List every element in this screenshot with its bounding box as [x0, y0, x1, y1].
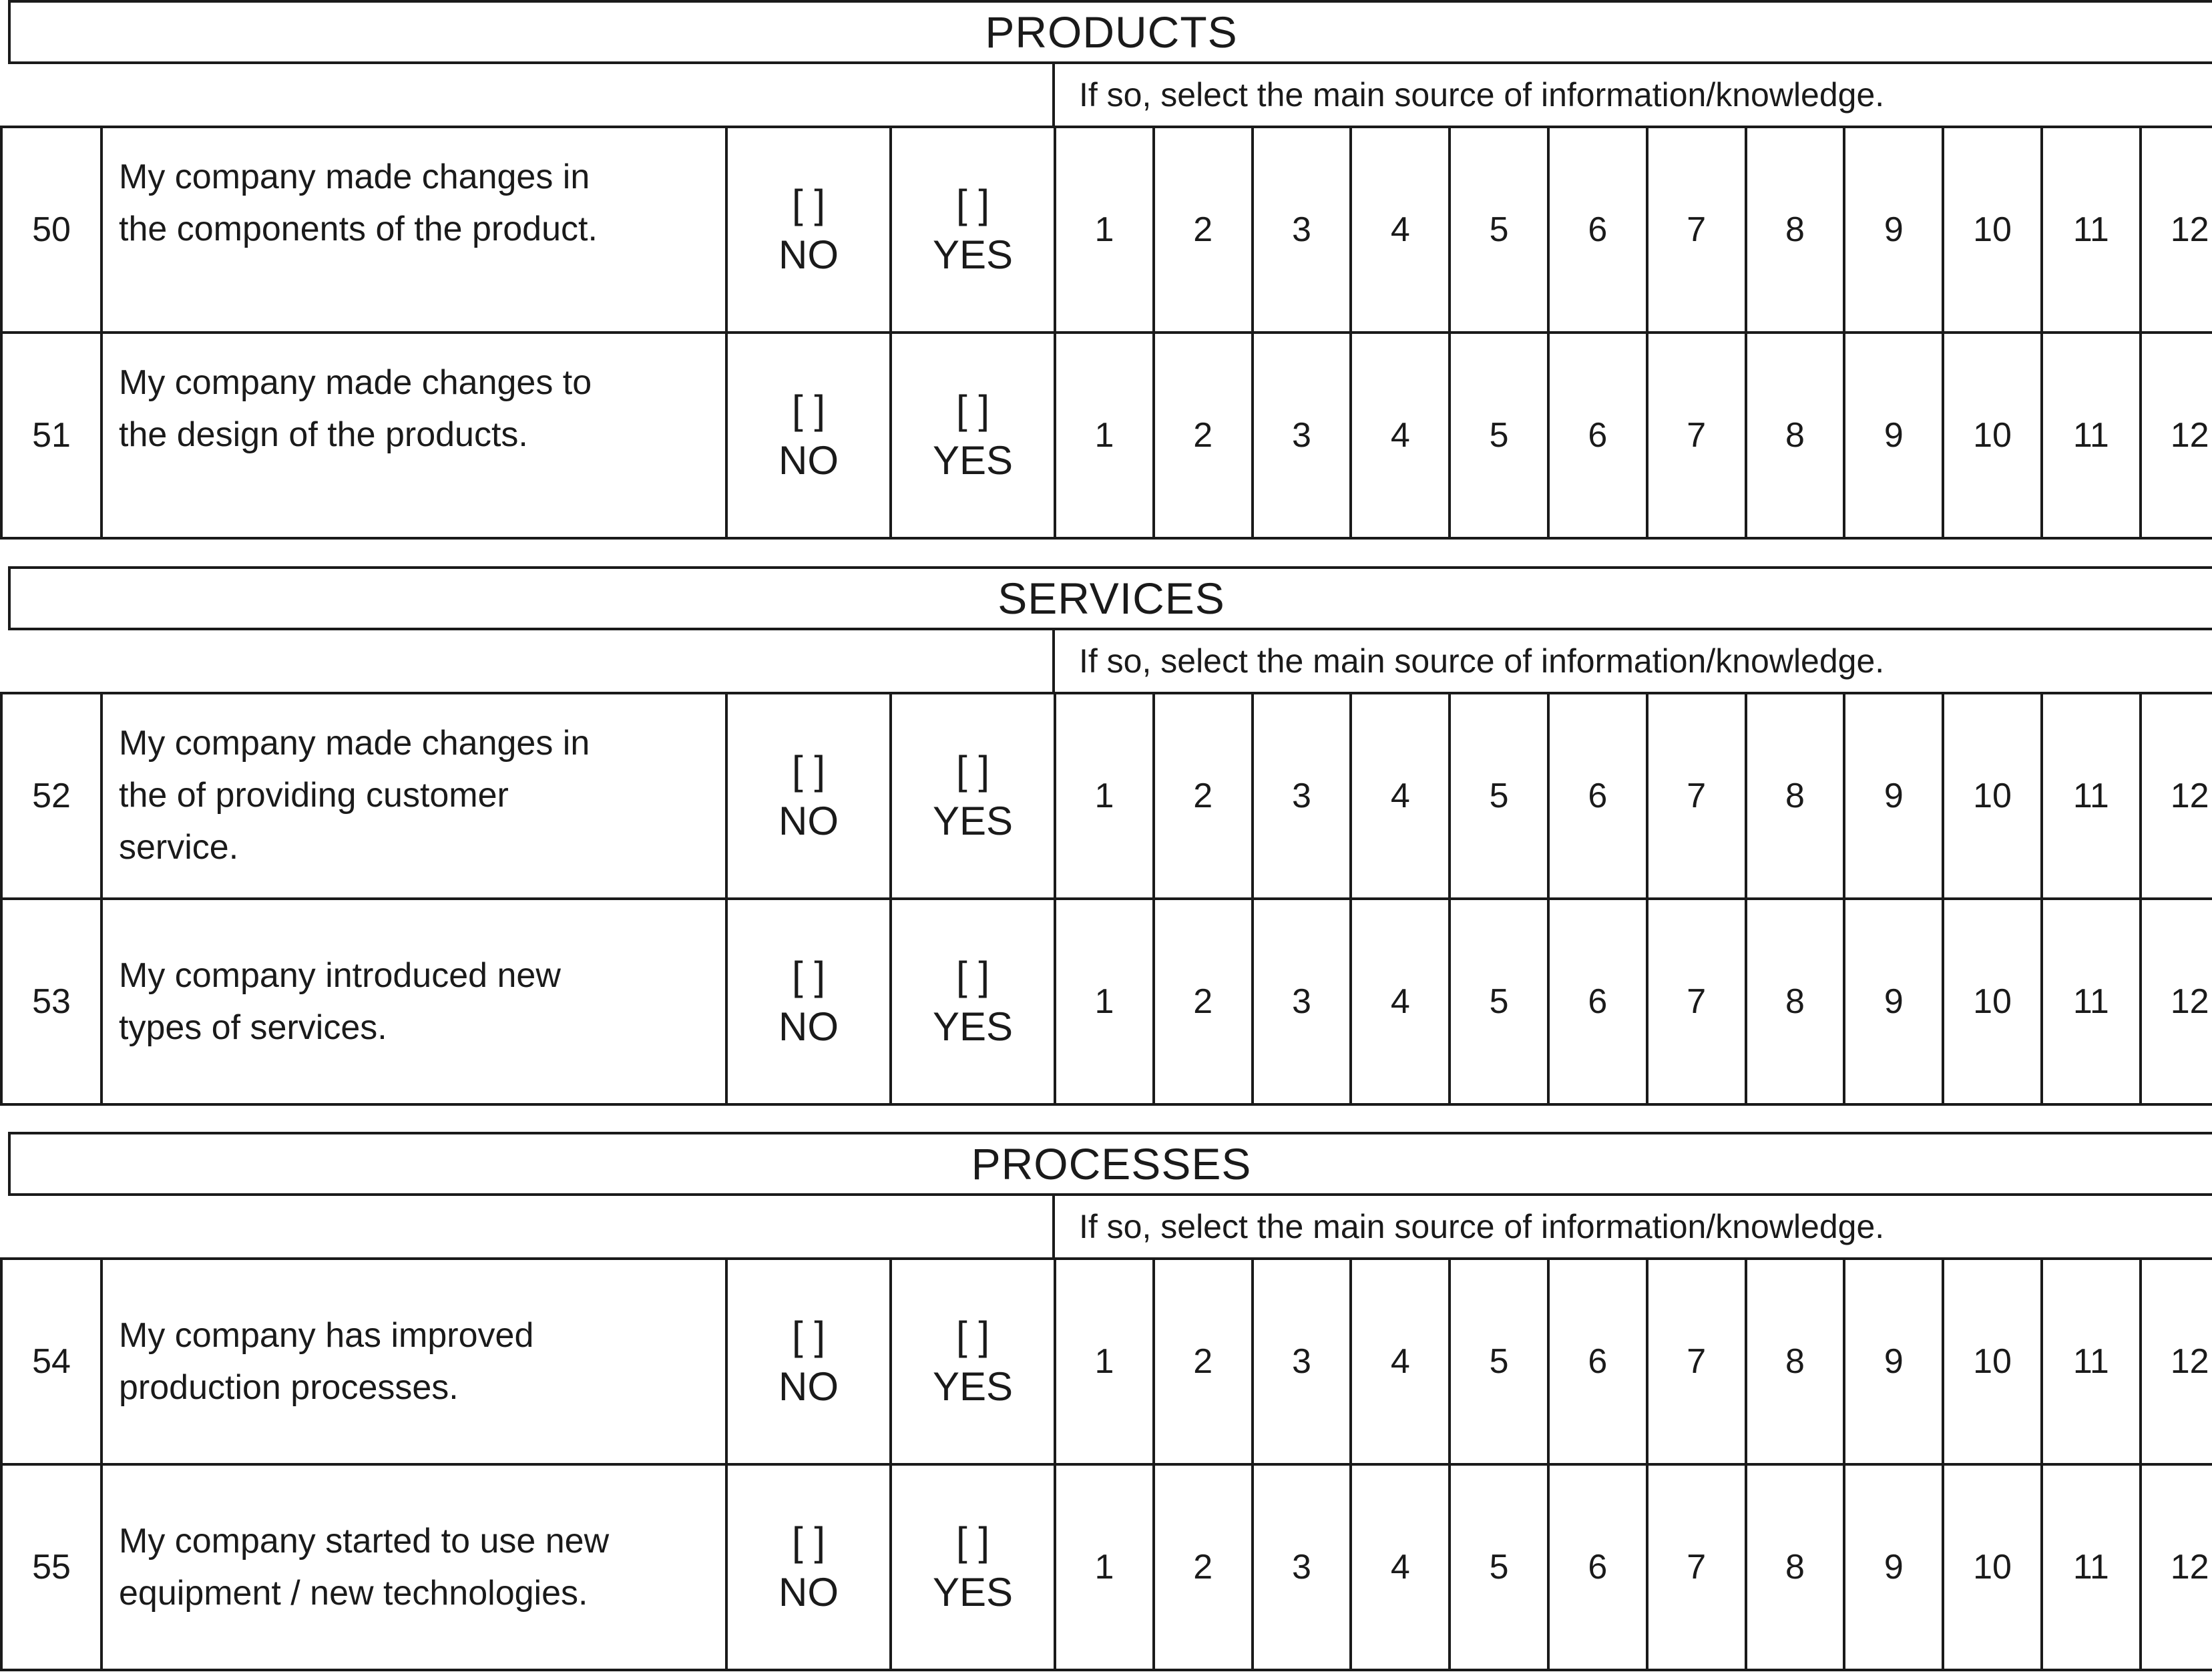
source-option-5[interactable]: 5	[1450, 1259, 1548, 1464]
no-label: NO	[779, 438, 839, 483]
question-text-line: My company started to use new	[119, 1522, 610, 1560]
question-text-line: service.	[119, 828, 239, 867]
source-option-8[interactable]: 8	[1746, 693, 1845, 899]
source-option-10[interactable]: 10	[1943, 333, 2042, 538]
source-option-4[interactable]: 4	[1351, 693, 1450, 899]
source-option-8[interactable]: 8	[1746, 1259, 1845, 1464]
yes-label: YES	[932, 232, 1014, 277]
source-option-4[interactable]: 4	[1351, 1464, 1450, 1670]
question-number: 50	[1, 127, 101, 333]
source-option-12[interactable]: 12	[2141, 899, 2212, 1104]
yes-checkbox[interactable]: [ ]	[955, 182, 989, 226]
source-option-11[interactable]: 11	[2042, 899, 2141, 1104]
source-option-10[interactable]: 10	[1943, 899, 2042, 1104]
source-option-3[interactable]: 3	[1253, 1464, 1351, 1670]
source-option-1[interactable]: 1	[1055, 693, 1154, 899]
source-option-7[interactable]: 7	[1647, 1259, 1746, 1464]
source-option-10[interactable]: 10	[1943, 127, 2042, 333]
no-checkbox-cell[interactable]	[726, 1464, 891, 1670]
yes-checkbox[interactable]: [ ]	[955, 1519, 989, 1564]
source-option-9[interactable]: 9	[1844, 899, 1943, 1104]
source-option-4[interactable]: 4	[1351, 333, 1450, 538]
no-checkbox-cell[interactable]	[726, 899, 891, 1104]
source-option-7[interactable]: 7	[1647, 899, 1746, 1104]
question-row	[1, 899, 2212, 1104]
source-option-7[interactable]: 7	[1647, 127, 1746, 333]
source-option-12[interactable]: 12	[2141, 1259, 2212, 1464]
question-text-line: equipment / new technologies.	[119, 1574, 588, 1613]
question-number: 55	[1, 1464, 101, 1670]
yes-checkbox-cell[interactable]	[891, 899, 1055, 1104]
yes-checkbox[interactable]: [ ]	[955, 1313, 989, 1358]
question-text	[101, 127, 726, 333]
source-option-2[interactable]: 2	[1154, 1464, 1253, 1670]
yes-checkbox-cell[interactable]	[891, 693, 1055, 899]
yes-label: YES	[932, 1364, 1014, 1409]
source-option-7[interactable]: 7	[1647, 693, 1746, 899]
source-option-1[interactable]: 1	[1055, 127, 1154, 333]
source-option-5[interactable]: 5	[1450, 693, 1548, 899]
source-option-5[interactable]: 5	[1450, 1464, 1548, 1670]
source-option-10[interactable]: 10	[1943, 693, 2042, 899]
source-option-3[interactable]: 3	[1253, 899, 1351, 1104]
source-option-8[interactable]: 8	[1746, 127, 1845, 333]
yes-checkbox[interactable]: [ ]	[955, 748, 989, 793]
no-checkbox[interactable]: [ ]	[791, 1313, 825, 1358]
source-option-6[interactable]: 6	[1548, 899, 1647, 1104]
yes-checkbox-cell[interactable]	[891, 1464, 1055, 1670]
question-text-line: My company introduced new	[119, 956, 561, 995]
question-text-line: My company has improved	[119, 1316, 534, 1355]
question-row	[1, 1464, 2212, 1670]
source-option-4[interactable]: 4	[1351, 899, 1450, 1104]
question-text-line: the design of the products.	[119, 415, 528, 454]
source-option-9[interactable]: 9	[1844, 1259, 1943, 1464]
source-option-9[interactable]: 9	[1844, 1464, 1943, 1670]
source-option-6[interactable]: 6	[1548, 333, 1647, 538]
source-option-8[interactable]: 8	[1746, 899, 1845, 1104]
question-text-line: My company made changes to	[119, 363, 592, 402]
source-option-3[interactable]: 3	[1253, 1259, 1351, 1464]
source-option-11[interactable]: 11	[2042, 333, 2141, 538]
source-instruction: If so, select the main source of information/knowledge.	[1052, 64, 2212, 126]
source-instruction: If so, select the main source of information/knowledge.	[1052, 630, 2212, 692]
source-option-3[interactable]: 3	[1253, 127, 1351, 333]
yes-label: YES	[932, 1570, 1014, 1615]
section-title: PRODUCTS	[8, 0, 2212, 64]
yes-checkbox[interactable]: [ ]	[955, 387, 989, 432]
question-number: 53	[1, 899, 101, 1104]
question-text-line: production processes.	[119, 1368, 459, 1407]
source-option-6[interactable]: 6	[1548, 1464, 1647, 1670]
source-option-2[interactable]: 2	[1154, 1259, 1253, 1464]
question-text	[101, 1464, 726, 1670]
source-option-1[interactable]: 1	[1055, 899, 1154, 1104]
question-row	[1, 333, 2212, 538]
source-option-3[interactable]: 3	[1253, 693, 1351, 899]
question-text	[101, 899, 726, 1104]
source-option-12[interactable]: 12	[2141, 127, 2212, 333]
section-title: SERVICES	[8, 566, 2212, 630]
source-option-2[interactable]: 2	[1154, 333, 1253, 538]
question-number: 52	[1, 693, 101, 899]
yes-checkbox-cell[interactable]	[891, 127, 1055, 333]
yes-label: YES	[932, 438, 1014, 483]
section-title: PROCESSES	[8, 1132, 2212, 1196]
source-option-10[interactable]: 10	[1943, 1259, 2042, 1464]
question-text-line: the components of the product.	[119, 210, 598, 248]
source-option-2[interactable]: 2	[1154, 693, 1253, 899]
source-option-3[interactable]: 3	[1253, 333, 1351, 538]
no-checkbox-cell[interactable]	[726, 1259, 891, 1464]
question-number: 51	[1, 333, 101, 538]
source-option-8[interactable]: 8	[1746, 1464, 1845, 1670]
source-option-6[interactable]: 6	[1548, 693, 1647, 899]
no-checkbox[interactable]: [ ]	[791, 387, 825, 432]
question-table	[0, 1257, 2212, 1671]
source-option-12[interactable]: 12	[2141, 693, 2212, 899]
question-text	[101, 1259, 726, 1464]
source-option-11[interactable]: 11	[2042, 1464, 2141, 1670]
question-text	[101, 333, 726, 538]
question-table	[0, 692, 2212, 1106]
no-checkbox[interactable]: [ ]	[791, 954, 825, 998]
source-option-5[interactable]: 5	[1450, 333, 1548, 538]
source-option-11[interactable]: 11	[2042, 1259, 2141, 1464]
source-option-12[interactable]: 12	[2141, 333, 2212, 538]
no-label: NO	[779, 1570, 839, 1615]
source-option-4[interactable]: 4	[1351, 1259, 1450, 1464]
source-option-1[interactable]: 1	[1055, 1259, 1154, 1464]
no-label: NO	[779, 232, 839, 277]
yes-label: YES	[932, 799, 1014, 843]
question-row	[1, 1259, 2212, 1464]
question-table	[0, 126, 2212, 540]
no-label: NO	[779, 1004, 839, 1049]
question-text-line: My company made changes in	[119, 158, 590, 196]
source-option-12[interactable]: 12	[2141, 1464, 2212, 1670]
source-option-11[interactable]: 11	[2042, 127, 2141, 333]
no-checkbox[interactable]: [ ]	[791, 1519, 825, 1564]
source-option-5[interactable]: 5	[1450, 899, 1548, 1104]
source-option-5[interactable]: 5	[1450, 127, 1548, 333]
source-option-1[interactable]: 1	[1055, 1464, 1154, 1670]
no-checkbox-cell[interactable]	[726, 333, 891, 538]
yes-label: YES	[932, 1004, 1014, 1049]
source-option-10[interactable]: 10	[1943, 1464, 2042, 1670]
source-option-7[interactable]: 7	[1647, 1464, 1746, 1670]
question-text-line: My company made changes in	[119, 724, 590, 763]
source-option-2[interactable]: 2	[1154, 899, 1253, 1104]
source-option-6[interactable]: 6	[1548, 1259, 1647, 1464]
no-checkbox-cell[interactable]	[726, 693, 891, 899]
source-option-2[interactable]: 2	[1154, 127, 1253, 333]
source-option-9[interactable]: 9	[1844, 127, 1943, 333]
question-text	[101, 693, 726, 899]
source-option-1[interactable]: 1	[1055, 333, 1154, 538]
question-text-line: types of services.	[119, 1008, 387, 1047]
source-option-9[interactable]: 9	[1844, 693, 1943, 899]
source-option-6[interactable]: 6	[1548, 127, 1647, 333]
question-row	[1, 127, 2212, 333]
source-instruction: If so, select the main source of information/knowledge.	[1052, 1196, 2212, 1257]
no-checkbox[interactable]: [ ]	[791, 748, 825, 793]
source-option-11[interactable]: 11	[2042, 693, 2141, 899]
no-label: NO	[779, 1364, 839, 1409]
source-option-4[interactable]: 4	[1351, 127, 1450, 333]
question-text-line: the of providing customer	[119, 776, 509, 815]
source-option-7[interactable]: 7	[1647, 333, 1746, 538]
question-number: 54	[1, 1259, 101, 1464]
source-option-9[interactable]: 9	[1844, 333, 1943, 538]
yes-checkbox-cell[interactable]	[891, 1259, 1055, 1464]
yes-checkbox[interactable]: [ ]	[955, 954, 989, 998]
no-checkbox-cell[interactable]	[726, 127, 891, 333]
no-checkbox[interactable]: [ ]	[791, 182, 825, 226]
yes-checkbox-cell[interactable]	[891, 333, 1055, 538]
source-option-8[interactable]: 8	[1746, 333, 1845, 538]
question-row	[1, 693, 2212, 899]
no-label: NO	[779, 799, 839, 843]
